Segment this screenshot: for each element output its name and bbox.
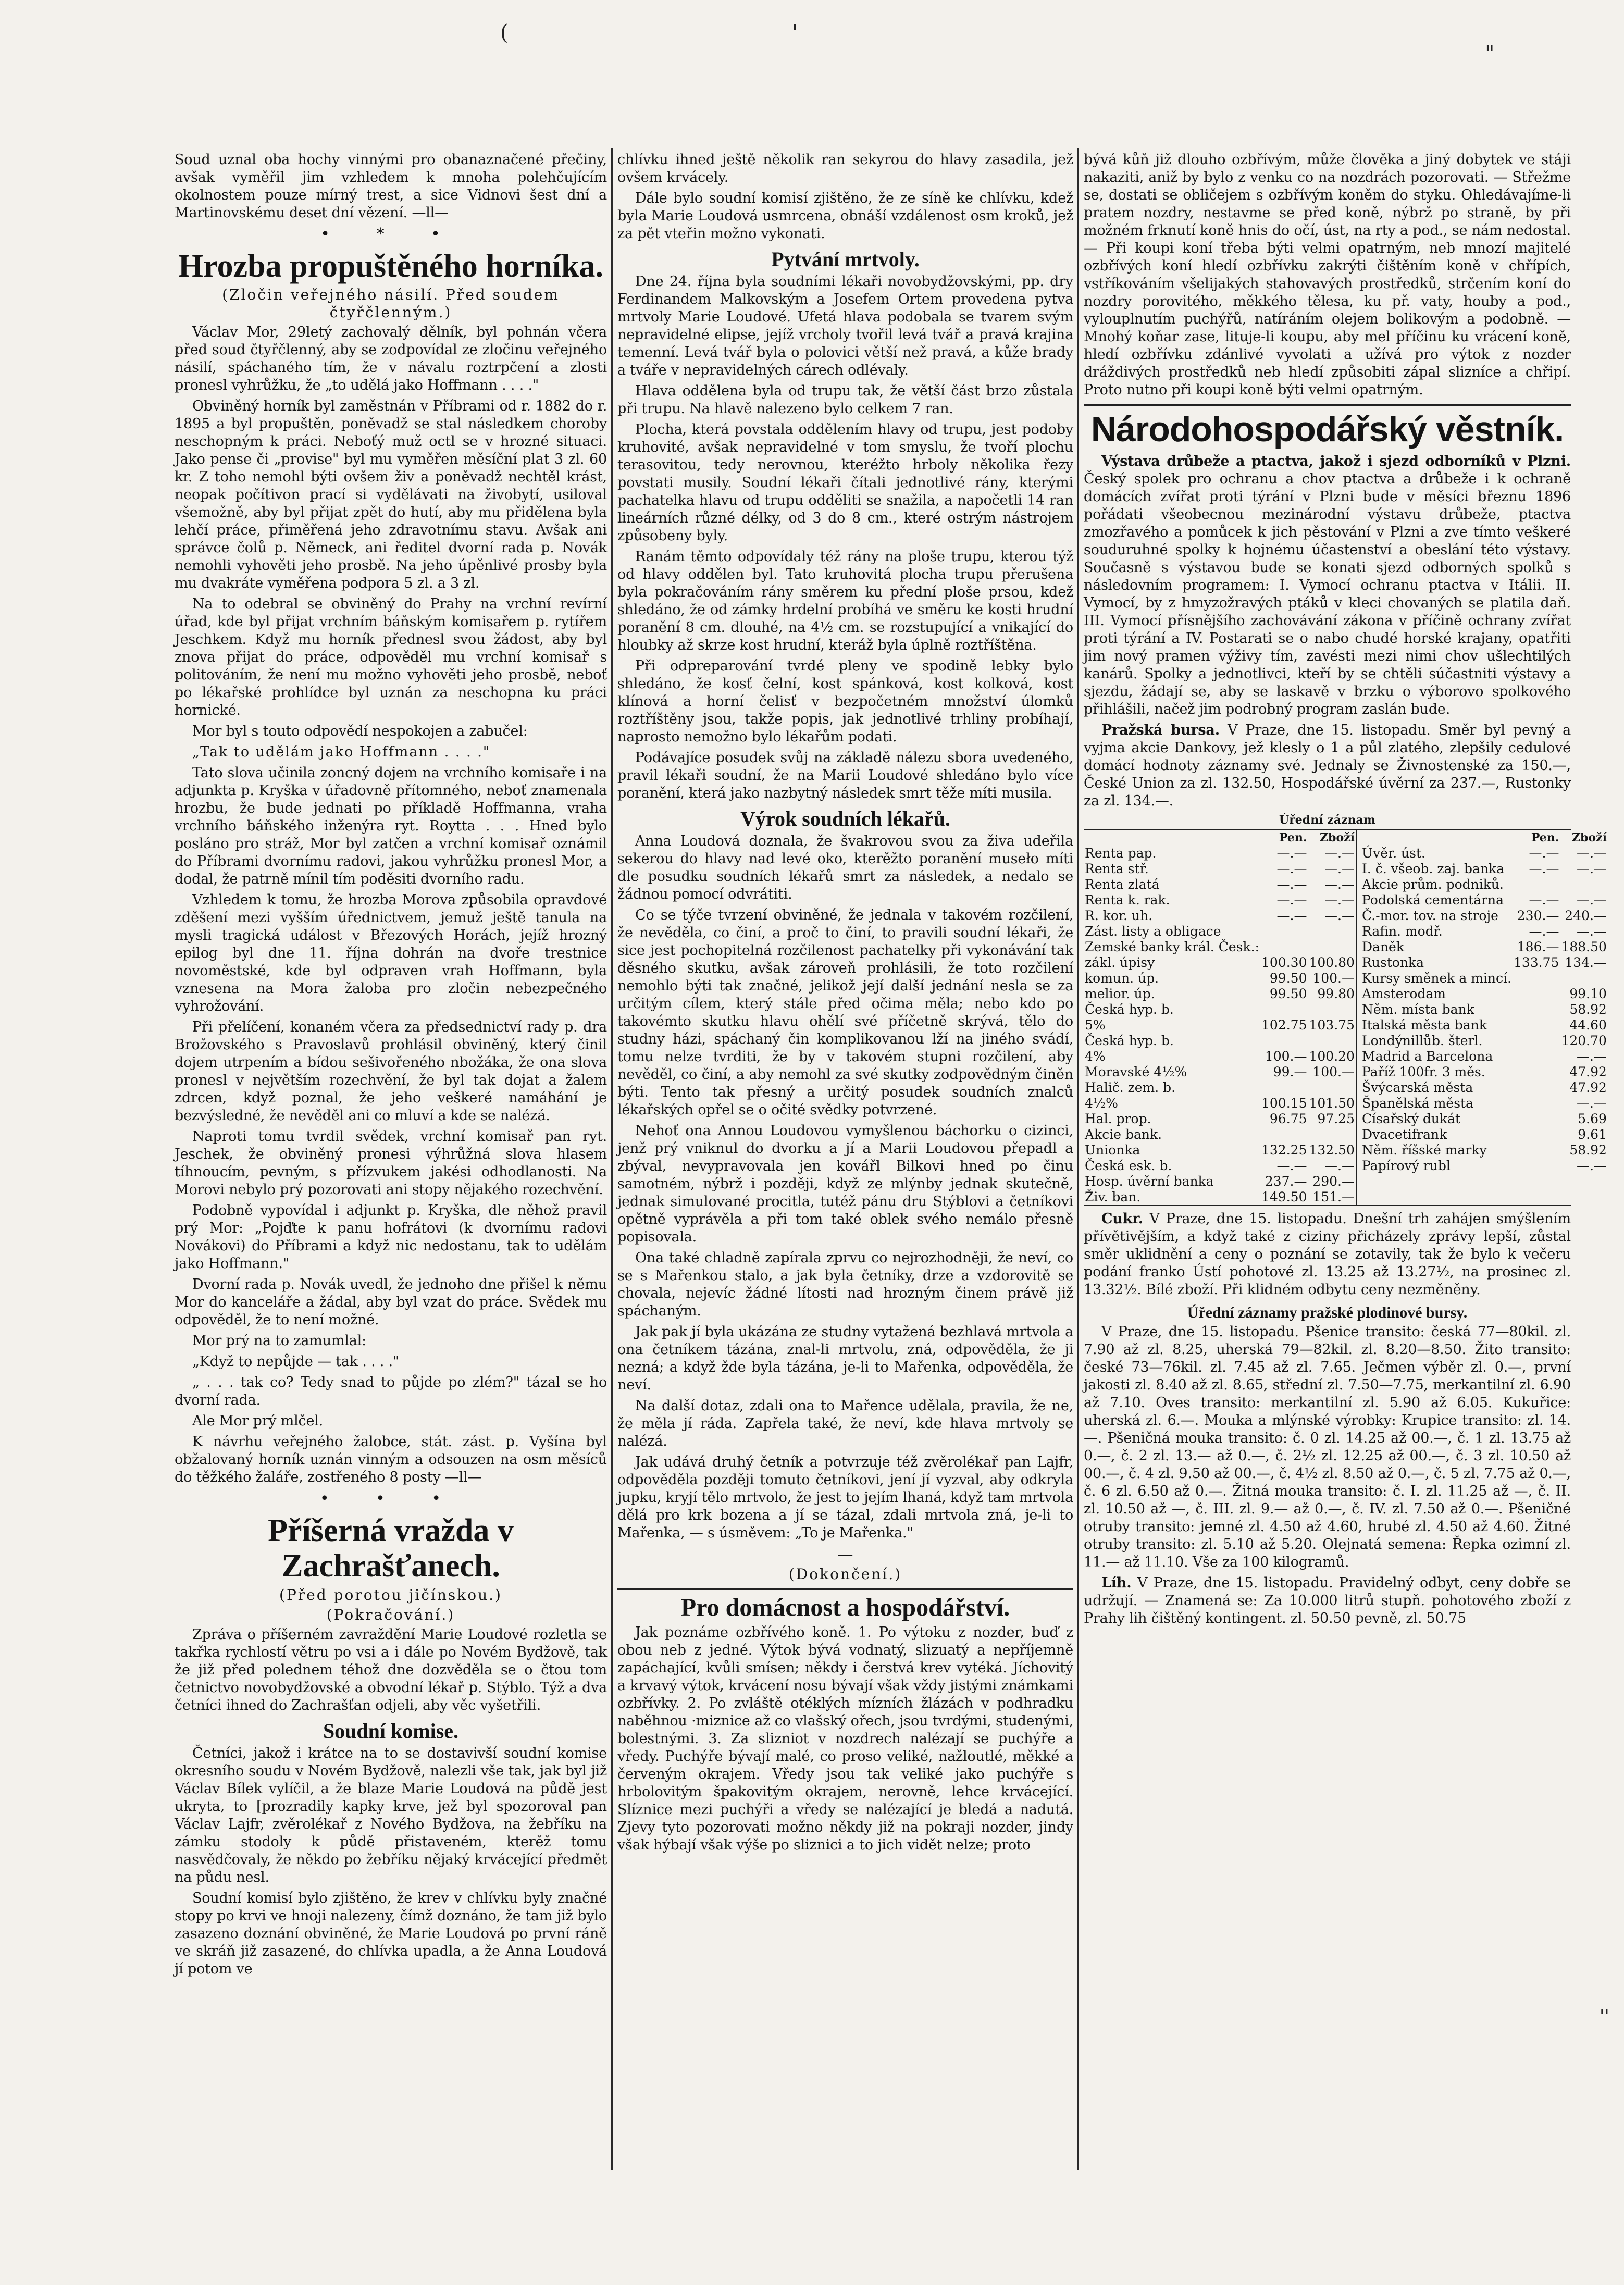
- cell-zbozi: [1308, 1033, 1355, 1049]
- section-heading-pytvani: Pytvání mrtvoly.: [771, 247, 920, 271]
- paragraph: Václav Mor, 29letý zachovalý dělník, byl pohnán včera před soud čtyřčlenný, aby se zodpovídal ze zločinu veřejného násilí, spáchaného tím, že v návalu roztrpčení a zlosti pronesl vyhrůžku, že „to udělá jako Hoffmann . . . .": [175, 324, 607, 394]
- section-heading-domacnost: Pro domácnost a hospodářství.: [617, 1588, 1073, 1622]
- row-label: Rustonka: [1361, 955, 1424, 970]
- lead-cukr: Cukr.: [1101, 1211, 1143, 1227]
- table-row: [1361, 846, 1608, 861]
- cell-zbozi: 5.69: [1578, 1111, 1607, 1126]
- section-heading-vyrok: Výrok soudních lékařů.: [740, 807, 950, 830]
- table-row: [1084, 1127, 1356, 1142]
- lead-bursa: Pražská bursa.: [1101, 722, 1220, 738]
- row-label: komun. úp.: [1085, 971, 1159, 986]
- paragraph: Mor byl s touto odpovědí nespokojen a zabučel:: [192, 723, 528, 740]
- table-row: [1361, 955, 1608, 971]
- article-subtitle-vrazda: (Před porotou jičínskou.): [279, 1586, 502, 1604]
- table-row: [1084, 1064, 1356, 1080]
- table-row: [1361, 971, 1608, 986]
- table-row: [1084, 1002, 1356, 1017]
- paragraph: Obviněný horník byl zaměstnán v Příbrami od r. 1882 do r. 1895 a byl propuštěn, poněvadž se stal následkem choroby neschopným k práci. Neboťý muž octl se v hrozné situaci. Jako pense či „provise" byl mu vyměřen měsíční plat 3 zl. 60 kr. Z toho nemohl býti ovšem živ a poněvadž nechtěl krást, neopak počítivon prací si vydělávati na živobytí, usiloval všemožně, aby byl přijat zpět do hutí, aby mu přidělena byla lehčí práce, přiměřená jeho zdravotnímu stavu. Avšak ani správce čolů p. Německ, ani ředitel dvorní rada p. Novák nemohli vyhověti jeho prosbě. Na jeho úpěnlivé prosby byla mu dvakráte vyměřena podpora 5 zl. a 3 zl.: [175, 398, 607, 592]
- row-label: melior. úp.: [1085, 986, 1155, 1001]
- header-pen: Pen.: [1531, 831, 1559, 845]
- paragraph: Četníci, jakož i krátce na to se dostavivší soudní komise okresního soudu v Novém Bydžově, nalezli vše tak, jak byl již Václav Bílek vylíčil, a že blaze Marie Loudová na půdě jest ukryta, to [prozradily kapky krve, jež byl spozoroval pan Václav Lajfr, zvěrolékař z Nového Bydžova, na žebříku na zámku stodoly k půdě přistaveném, kterěž tomu nasvědčovaly, že někdo po žebříku nějaký krvácející předmět na půdu nesl.: [175, 1745, 607, 1885]
- row-label: Halič. zem. b.: [1085, 1080, 1176, 1095]
- table-row: [1084, 1096, 1356, 1111]
- cell-zbozi: 47.92: [1569, 1080, 1607, 1095]
- paragraph: Co se týče tvrzení obviněné, že jednala v takovém rozčilení, že nevěděla, co činí, a proč to činí, to pravili soudní lékaři, že sice jest pochopitelná rozčilenost pachatelky při vykonávání tak děsného skutku, avšak zároveň prohlásili, že toto rozčilení nemohlo býti tak značné, jelikož její další jednání nesla se za určitým cílem, který stále před očima měla; nebo kdo po takovémto skutku hlavu ohělí své příčetně skrývá, tělo do studny házi, spáchaný čin komplikovanou lží na jiného svádí, tomu nelze tvrditi, že by v takovém stupni rozčilení, aby nevěděl, co činí, a aby nemohl za své skutky zodpovědným činěn býti. Tento tak přesný a určitý posudek soudních znalců lékařských opřel se o očité svědky potvrzené.: [617, 907, 1073, 1118]
- cell-pen: 149.50: [1261, 1189, 1307, 1204]
- row-label: Hal. prop.: [1085, 1111, 1151, 1126]
- text-lih: V Praze, dne 15. listopadu. Pravidelný odbyt, ceny dobře se udržují. — Znamená se: Za 10.000 litrů stupň. pohotového zboží z Prahy lih čištěný kontingent. zl. 50.50 pevně, zl. 50.75: [1084, 1575, 1571, 1626]
- article-body-hrozba: [175, 324, 607, 1486]
- cell-pen: 100.15: [1261, 1096, 1307, 1111]
- row-label: Unionka: [1085, 1142, 1140, 1158]
- table-row: [1361, 1142, 1608, 1158]
- cell-pen: [1513, 1080, 1560, 1096]
- row-label: Renta k. rak.: [1085, 892, 1170, 908]
- intro-paragraph: Soud uznal oba hochy vinnými pro obanaznačené přečiny, avšak vyměřil jim vzhledem k mnoha polehčujícím okolnostem pouze mírný trest, a sice Vidnovi šest dní a Martinovskému deset dní vězení. —ll—: [175, 152, 607, 221]
- exchange-table-title: Úřední záznam: [1279, 813, 1375, 827]
- paragraph-vystava: [1084, 453, 1571, 718]
- cell-pen: —.—: [1276, 1158, 1307, 1173]
- table-row: [1361, 877, 1608, 892]
- table-row: [1361, 1127, 1608, 1142]
- margin-mark-left: (: [500, 21, 509, 45]
- cell-zbozi: 47.92: [1569, 1064, 1607, 1079]
- cell-zbozi: 100.—: [1312, 971, 1355, 986]
- column-3: [1084, 151, 1607, 2146]
- cell-pen: 100.—: [1265, 1049, 1307, 1064]
- article-title-vrazda: Příšerná vražda v Zachrašťanech.: [268, 1513, 514, 1584]
- table-row: [1084, 877, 1356, 892]
- paragraph: Tato slova učinila zoncný dojem na vrchního komisaře i na adjunkta p. Kryška v úřadovně přítomného, neboť znamenala hrozbu, že bude jednati po příkladě Hoffmanna, vraha vrchního báňského inženýra ryt. Roytta . . . Hned bylo posláno pro stráž, Mor byl zatčen a vrchní komisař oznámil do Příbrami dvornímu radovi, jakou vyhrůžku pronesl Mor, a dodal, že patrně mínil tím poděsiti dvorního radu.: [175, 765, 607, 888]
- paragraph: „Když to nepůjde — tak . . . .": [192, 1353, 400, 1370]
- cell-zbozi: 120.70: [1561, 1033, 1607, 1048]
- table-row: [1361, 861, 1608, 877]
- paragraph: Ale Mor prý mlčel.: [192, 1413, 324, 1430]
- table-row: [1084, 861, 1356, 877]
- paragraph: Hlava oddělena byla od trupu tak, že větší část brzo zůstala při trupu. Na hlavě nalezeno bylo celkem 7 ran.: [617, 383, 1073, 417]
- cell-zbozi: 100.20: [1309, 1049, 1355, 1064]
- cell-pen: —.—: [1529, 924, 1559, 939]
- table-row: [1361, 1064, 1608, 1080]
- cell-pen: [1513, 877, 1560, 892]
- cell-pen: [1513, 1096, 1560, 1111]
- cell-pen: [1513, 1111, 1560, 1127]
- cell-pen: —.—: [1529, 892, 1559, 908]
- cell-zbozi: —.—: [1324, 892, 1355, 908]
- paragraph: Mor prý na to zamumlal:: [192, 1333, 366, 1349]
- table-row: [1084, 1049, 1356, 1064]
- cell-zbozi: —.—: [1324, 861, 1355, 876]
- exchange-table-left: [1084, 830, 1357, 1205]
- cell-zbozi: 240.—: [1565, 908, 1607, 923]
- paragraph: Na to odebral se obviněný do Prahy na vrchní revírní úřad, kde byl přijat vrchním báňským komisařem p. rytířem Jeschkem. Když mu horník přednesl svou žádost, aby byl znova přijat do práce, odpověděl mu vrchní komisař s politováním, že není mu možno vyhověti jeho prosbě, neboť po lékařské prohlídce byl uznán za neschopna ku práci hornické.: [175, 596, 607, 719]
- cell-pen: 99.50: [1269, 986, 1307, 1001]
- row-label: Moravské 4½%: [1085, 1064, 1187, 1079]
- column-rule-1: [611, 148, 613, 2170]
- cell-pen: [1260, 1033, 1308, 1049]
- cell-pen: [1260, 939, 1308, 955]
- row-label: Paříž 100fr. 3 měs.: [1361, 1064, 1485, 1079]
- table-row: [1361, 1111, 1608, 1127]
- cell-pen: 230.—: [1517, 908, 1559, 923]
- table-row: [1084, 971, 1356, 986]
- cell-pen: 99.—: [1273, 1064, 1307, 1079]
- cell-zbozi: —.—: [1576, 861, 1607, 876]
- row-label: Č.-mor. tov. na stroje: [1361, 908, 1498, 923]
- cell-zbozi: 44.60: [1569, 1017, 1607, 1033]
- separator: —: [837, 1545, 853, 1563]
- cell-zbozi: 188.50: [1561, 939, 1607, 954]
- paragraph-cukr: [1084, 1210, 1571, 1299]
- paragraph: Podobně vypovídal i adjunkt p. Kryška, dle něhož pravil prý Mor: „Pojďte k panu hofrátovi (k dvornímu radovi Novákovi) do Příbrami a když nic nedostanu, tak to udělám jako Hoffmann.": [175, 1202, 607, 1272]
- row-label: Londýnillůb. šterl.: [1361, 1033, 1483, 1048]
- cell-pen: [1513, 1017, 1560, 1033]
- cell-pen: [1513, 1033, 1560, 1049]
- cell-zbozi: 132.50: [1309, 1142, 1355, 1158]
- paragraph: Při přelíčení, konaném včera za předsednictví rady p. dra Brožovského s Pravoslavů prohlásil obviněný, který činil dojem utrpením a bídou sešivořeného nbožáka, že ona slova pronesl v největším rozechvění, že byl tak dojat a žalem zdrcen, když poznal, že jeho veškeré namáhání je bezvýsledné, že nevěděl ani co mluví a kde se nalézá.: [175, 1019, 607, 1124]
- lead-vystava: Výstava drůbeže a ptactva, jakož i sjezd odborníků v Plzni.: [1101, 453, 1571, 469]
- cell-pen: 237.—: [1265, 1174, 1307, 1189]
- header-zbozi: Zboží: [1571, 831, 1607, 845]
- row-label: Dvacetifrank: [1361, 1127, 1447, 1142]
- row-label: Renta pap.: [1085, 846, 1157, 861]
- cell-pen: —.—: [1276, 908, 1307, 923]
- row-label: Renta stř.: [1085, 861, 1149, 876]
- cell-zbozi: 103.75: [1309, 1017, 1355, 1033]
- cell-zbozi: [1308, 924, 1355, 939]
- row-label: R. kor. uh.: [1085, 908, 1153, 923]
- cell-zbozi: 100.80: [1309, 955, 1355, 970]
- cell-pen: 102.75: [1261, 1017, 1307, 1033]
- table-row: [1084, 1033, 1356, 1049]
- paragraph: Jak pak jí byla ukázána ze studny vytažená bezhlavá mrtvola a ona četníkem tázána, znal-li mrtvolu, zná, odpověděla, že ji nezná; a když žde byla tázána, je-li to Mařenka, odpověděla, že neví.: [617, 1324, 1073, 1393]
- table-row: [1084, 1017, 1356, 1033]
- rubric-title: Národohospodářský věstník.: [1084, 404, 1571, 450]
- cell-zbozi: —.—: [1576, 1049, 1607, 1064]
- cell-pen: 99.50: [1269, 971, 1307, 986]
- cell-pen: [1260, 1080, 1308, 1096]
- header-zbozi: Zboží: [1320, 831, 1355, 845]
- cell-pen: 132.25: [1261, 1142, 1307, 1158]
- table-row: [1361, 1158, 1608, 1174]
- exchange-table-right: [1361, 830, 1608, 1205]
- cell-pen: [1260, 1002, 1308, 1017]
- table-row: [1084, 892, 1356, 908]
- cell-zbozi: —.—: [1324, 1158, 1355, 1173]
- cell-zbozi: 290.—: [1312, 1174, 1355, 1189]
- cell-zbozi: 134.—: [1565, 955, 1607, 970]
- cell-zbozi: [1308, 1002, 1355, 1017]
- paragraph: Zpráva o příšerném zavraždění Marie Loudové rozletla se takřka rychlostí větru po vsi a i dále po Novém Bydžově, tak že již před polednem téhož dne dozvěděla se o čtou tom četnictvo novobydžovské a obvodní lékař p. Stýblo. Týž a dva četníci ihned do Zachrašťan odjeli, aby věc vyšetřili.: [175, 1626, 607, 1713]
- row-label: Podolská cementárna: [1361, 892, 1504, 908]
- row-label: Zemské banky král. Česk.:: [1085, 939, 1259, 954]
- paragraph: Jak poznáme ozbřívého koně. 1. Po výtoku z nozder, buď z obou neb z jedné. Výtok bývá vodnatý, slizuatý a nepříjemně zapáchající, kvůli smísen; někdy i čerstvá krev vytéká. Jíchovitý a krvavý výtok, krvácení nosu bývají však vždy jistými známkami ozbřívky. 2. Po zvláště otéklých mízních žlázách v podhradku naběhnou ·miznice až co vlašský ořech, jsou tvrdými, studenými, bolestnými. 3. Za slizniot v nozdrech nalézají se puchýře a vředy. Puchýře bývají malé, co proso veliké, nažloutlé, měkké a červeným okrajem. Vředy jsou tak veliké jako puchýře s hrbolovitým špakovitým okrajem, nerovně, lehce krvácející. Slíznice mezi puchýři a vředy se nalézající je bledá a nadutá. Zjevy tyto pozorovati možno někdy již na pokraji nozder, jindy však hýbají však výše po sliznici a to jich vidět nelze; proto: [617, 1624, 1073, 1853]
- paragraph-plodiny: V Praze, dne 15. listopadu. Pšenice transito: česká 77—80kil. zl. 7.90 až zl. 8.25, uherská 79—82kil. zl. 8.20—8.50. Žito transito: české 73—76kil. zl. 7.45 až zl. 7.65. Ječmen výběr zl. 0.—, první jakosti zl. 8.40 až zl. 8.65, střední zl. 7.50—7.75, merkantilní zl. 6.90 až 7.10. Oves transito: merkantilní zl. 5.90 až 6.05. Kukuřice: uherská zl. 6.—. Mouka a mlýnské výrobky: Krupice transito: zl. 14.—. Pšeničná mouka transito: č. 0 zl. 14.25 až 00.—, č. 1 zl. 13.75 až 0.—, č. 2 zl. 13.— až 0.—, č. 2½ zl. 12.25 až 00.—, č. 3 zl. 10.50 až 00.—, č. 4 zl. 9.50 až 00.—, č. 4½ zl. 8.50 až 0.—, č. 5 zl. 7.75 až 0.—, č. 6 zl. 6.50 až 0.—. Žitná mouka transito: č. I. zl. 11.25 až —, č. II. zl. 10.50 až —, č. III. zl. 9.— až 0.—, č. IV. zl. 7.50 až 0.—. Pšeničné otruby transito: jemné zl. 4.50 až 4.60, hrubé zl. 4.50 až 4.60. Žitné otruby transito: zl. 5.10 až 5.20. Olejnatá semena: Řepka ozimní zl. 11.— až 11.10. Vše za 100 kilogramů.: [1084, 1324, 1571, 1570]
- row-label: Úvěr. úst.: [1361, 846, 1425, 861]
- cell-zbozi: [1308, 1080, 1355, 1096]
- column-1: [175, 151, 607, 2141]
- table-row: [1361, 1080, 1608, 1096]
- cell-zbozi: 99.10: [1569, 986, 1607, 1001]
- cell-pen: 133.75: [1513, 955, 1559, 970]
- text-cukr: V Praze, dne 15. listopadu. Dnešní trh zahájen smýšlením přívětivějším, a když také z ciziny přicházely zprávy lepší, zůstal směr uklidnění a ceny o poznání se zotavily, tak že bylo k večeru podání franko Ústí pohotové zl. 13.25 až 13.27½, na prosinec zl. 13.32½. Bílé zboží. Při klidném odbytu ceny nezměněny.: [1084, 1211, 1571, 1298]
- paragraph: „Tak to udělám jako Hoffmann . . . .": [192, 744, 491, 761]
- cell-pen: [1513, 971, 1560, 986]
- cell-zbozi: —.—: [1576, 924, 1607, 939]
- cell-pen: —.—: [1276, 877, 1307, 892]
- cell-zbozi: —.—: [1576, 846, 1607, 861]
- table-row: [1084, 924, 1356, 939]
- table-row: [1084, 1158, 1356, 1174]
- table-row: [1361, 1096, 1608, 1111]
- row-label: Akcie prům. podniků.: [1361, 877, 1504, 892]
- cell-pen: 96.75: [1269, 1111, 1307, 1126]
- table-row: [1084, 1189, 1356, 1205]
- paragraph: Jak udává druhý četník a potvrzuje též zvěrolékař pan Lajfr, odpověděla později tomuto četníkovi, jení jí vyzval, aby odkryla jupku, kryjí tělo mrtvolo, že jest to jejím lhaná, když tam mrtvola dělá pro krk bozena a jí se tázal, zdali mrtvola zná, je-li to Mařenka, — s úsměvem: „To je Mařenka.": [617, 1454, 1073, 1541]
- cell-pen: [1513, 1064, 1560, 1080]
- row-label: Švýcarská města: [1361, 1080, 1473, 1095]
- row-label: I. č. všeob. zaj. banka: [1361, 861, 1505, 876]
- cell-zbozi: [1560, 877, 1607, 892]
- paragraph: Dále bylo soudní komisí zjištěno, že ze síně ke chlívku, kdež byla Marie Loudová usmrcena, obnáší vzdálenost osm kroků, jež za pět vteřin možno vykonati.: [617, 190, 1073, 242]
- lead-lih: Líh.: [1101, 1575, 1132, 1591]
- paragraph: Vzhledem k tomu, že hrozba Morova způsobila opravdové zděšení mezi vyšším úřednictvem, jemuž ještě tanula na mysli tragická událost v Březových Horách, jejíž hrozný epilog byl dne 11. října dohrán na dvoře trestnice novoměstské, kde byl odpraven vrah Hoffmann, byla vznesena na Mora žaloba pro zločin nebezpečného vyhrožování.: [175, 892, 607, 1015]
- cell-pen: [1513, 1158, 1560, 1174]
- table-row: [1361, 939, 1608, 955]
- paragraph: bývá kůň již dlouho ozbřívým, může člověka a jiný dobytek ve stáji nakaziti, aniž by bylo z venku co na nozdrách pozorovati. — Střežme se, dostati se obličejem s ozbřívým koněm do styku. Ohledávajíme-li pratem nozdry, nestavme se před koně, nýbrž po straně, by při možném frknutí koně hnis do očí, úst, na rty a pod., se nám nedostal. — Při koupi koní třeba býti velmi opatrným, neb mnozí majitelé ozbřívých koní hledí ozbřívku zakrýti čištěním koně v chřípích, vstříkováním všelijakých stahovavých prostředků, strčením koní do nozdry porovitého, měkkého tělesa, ku př. vaty, houby a pod., vylouplnutím puchýřů, natíráním olejem bolikovým a podobně. — Mnohý koňar zase, lituje-li koupu, aby mel příčinu ku vrácení koně, hledí ozbřívku zdánlivé vyvolati a užívá pro výtok z nozder dráždivých prostředků neb hledí způsobiti zápal slizníce a chřipí. Proto nutno při koupi koně býti velmi opatrným.: [1084, 152, 1571, 398]
- section-divider: • * •: [320, 225, 461, 243]
- table-row: [1084, 908, 1356, 924]
- cell-zbozi: [1308, 939, 1355, 955]
- cell-zbozi: —.—: [1324, 877, 1355, 892]
- section-divider: • • •: [319, 1489, 462, 1508]
- table-row: [1084, 1142, 1356, 1158]
- section-heading-soudni-komise: Soudní komise.: [323, 1719, 459, 1743]
- row-label: Amsterodam: [1361, 986, 1446, 1001]
- paragraph: Na další dotaz, zdali ona to Mařence udělala, pravila, že ne, že měla jí ráda. Zapřela také, že neví, kde hlava mrtvoly se nalézá.: [617, 1398, 1073, 1449]
- text-bursa: V Praze, dne 15. listopadu. Směr byl pevný a vyjma akcie Dankovy, jež klesly o 1 a půl zlatého, zlepšily cedulové domácí hodnoty záznamy své. Jednaly se Živnostenské za 150.—, České Union za zl. 132.50, Hospodářské úvěrní za 237.—, Rustonky za zl. 134.—.: [1084, 722, 1571, 809]
- continued-note: (Dokončení.): [788, 1566, 902, 1583]
- table-row: [1084, 1111, 1356, 1127]
- cell-pen: [1513, 986, 1560, 1002]
- table-row: [1084, 955, 1356, 971]
- table-row: [1361, 892, 1608, 908]
- paragraph: chlívku ihned ještě několik ran sekyrou do hlavy zasadila, jež ovšem krvácely.: [617, 152, 1073, 185]
- row-label: Zást. listy a obligace: [1085, 924, 1221, 939]
- cell-pen: [1513, 1127, 1560, 1142]
- margin-mark-right: ": [1485, 42, 1495, 66]
- paragraph-lih: [1084, 1574, 1571, 1628]
- margin-mark-side: '': [1600, 2006, 1609, 2027]
- cell-pen: [1513, 1049, 1560, 1064]
- row-label: Italská města bank: [1361, 1017, 1487, 1033]
- cell-zbozi: 58.92: [1569, 1002, 1607, 1017]
- cell-zbozi: —.—: [1324, 846, 1355, 861]
- cell-pen: [1260, 1127, 1308, 1142]
- text-vystava: Český spolek pro ochranu a chov ptactva a drůbeže i k ochraně domácích zvířat proti týrání v Plzni bude v měsíci březnu 1896 pořádati všeobecnou mezinárodní výstavu drůbeže, ptactva zmozřavého a pomůcek k jich pěstování v Plzni a zve tímto veškeré souduruhné spolky k hojnému účastenství a obeslání této výstavy. Současně s výstavou bude se konati sjezd odborných spolků s následovním programem: I. Vymocí ochranu ptactva v Itálii. II. Vymocí, by z hmyzožravých ptáků v kleci chovaných se platila daň. III. Vymocí přísnějšího zachovávání zákona v příčině ochrany zvířat proti týrání a IV. Postarati se o nabo chudé horské krajany, opatřiti jim nový pramen výživy tím, zavésti mezi nimi chov ušlechtilých kanárů. Spolky a jednotlivci, kteří by se chtěli súčastniti výstavy a sjezdu, žádají se, aby se laskavě v brzku o výborovo spolkového přihlášili, načež jim podrobný program zaslán bude.: [1084, 471, 1571, 717]
- cell-pen: [1513, 1002, 1560, 1017]
- cell-pen: —.—: [1276, 846, 1307, 861]
- paragraph: Dvorní rada p. Novák uvedl, že jednoho dne přišel k němu Mor do kanceláře a žádal, aby byl vzat do práce. Svědek mu odpověděl, že to není možné.: [175, 1276, 607, 1328]
- cell-pen: 186.—: [1517, 939, 1559, 954]
- row-label: zákl. úpisy: [1085, 955, 1155, 970]
- section-heading-plodinova-bursa: Úřední záznamy pražské plodinové bursy.: [1187, 1304, 1468, 1321]
- row-label: Něm. říšské marky: [1361, 1142, 1487, 1158]
- row-label: 4%: [1085, 1049, 1106, 1064]
- paragraph: „ . . . tak co? Tedy snad to půjde po zlém?" tázal se ho dvorní rada.: [175, 1374, 607, 1409]
- row-label: Císařský dukát: [1361, 1111, 1461, 1126]
- cell-pen: —.—: [1276, 892, 1307, 908]
- paragraph: Soudní komisí bylo zjištěno, že krev v chlívku byly značné stopy po krvi ve hnoji nalezeny, čímž doznáno, že tam již bylo zasazeno doznání obviněné, že Marie Loudová po první ráně ve skráň již zasazené, do chlívka upadla, a že Anna Loudová jí potom ve: [175, 1890, 607, 1977]
- cell-zbozi: 151.—: [1312, 1189, 1355, 1204]
- table-row: [1361, 908, 1608, 924]
- table-row: [1361, 1049, 1608, 1064]
- cell-zbozi: —.—: [1576, 1158, 1607, 1173]
- table-row: [1084, 986, 1356, 1002]
- cell-pen: —.—: [1529, 861, 1559, 876]
- row-label: Česká hyp. b.: [1085, 1002, 1174, 1017]
- row-label: Daněk: [1361, 939, 1404, 954]
- cell-pen: —.—: [1529, 846, 1559, 861]
- cell-zbozi: 99.80: [1317, 986, 1355, 1001]
- row-label: Akcie bank.: [1085, 1127, 1162, 1142]
- paragraph: Plocha, která povstala oddělením hlavy od trupu, jest podoby kruhovité, avšak nepravidelné v tom smyslu, že tvoří plochu terasovitou, tedy nerovnou, kteréžto hrboly několika řezy povstati musily. Soudní lékaři čítali jednotlivé rány, kterými pachatelka hlavu od trupu odděliti se snažila, a napočetli 14 ran lineárních různé délky, od 3 do 8 cm., které ostrým nástrojem způsobeny byly.: [617, 421, 1073, 544]
- cell-pen: —.—: [1276, 861, 1307, 876]
- article-title-hrozba: Hrozba propuštěného horníka.: [178, 249, 603, 284]
- paragraph: Naproti tomu tvrdil svědek, vrchní komisař pan ryt. Jeschek, že obviněný pronesi výhrůžná slova hlasem tíhnoucím, pevným, s přízvukem jakési odhodlanosti. Na Morovi nebylo prý pozorovati ani stopy nějakého rozechvění.: [175, 1128, 607, 1198]
- paragraph: Ona také chladně zapírala zprvu co nejrozhodněji, že neví, co se s Mařenkou stalo, a jak byla četníky, drze a vzdorovitě se chovala, nejevíc žádné lítosti nad hrozným činem právě již spáchaným.: [617, 1250, 1073, 1319]
- paragraph: K návrhu veřejného žalobce, stát. zást. p. Vyšína byl obžalovaný horník uznán vinným a odsouzen na osm měsíců do těžkého žaláře, zostřeného 8 posty —ll—: [175, 1434, 607, 1486]
- row-label: 4½%: [1085, 1096, 1118, 1111]
- cell-zbozi: 58.92: [1569, 1142, 1607, 1158]
- row-label: Papírový rubl: [1361, 1158, 1451, 1173]
- cell-pen: [1513, 1142, 1560, 1158]
- table-row: [1361, 986, 1608, 1002]
- row-label: Hosp. úvěrní banka: [1085, 1174, 1214, 1189]
- column-2: [617, 151, 1073, 2162]
- table-row: [1361, 1017, 1608, 1033]
- row-label: Rafin. modř.: [1361, 924, 1443, 939]
- row-label: Česká esk. b.: [1085, 1158, 1172, 1173]
- exchange-table: [1084, 829, 1607, 1206]
- cell-zbozi: [1308, 1127, 1355, 1142]
- row-label: 5%: [1085, 1017, 1106, 1033]
- header-pen: Pen.: [1279, 831, 1307, 845]
- table-row: [1084, 939, 1356, 955]
- article-subtitle-hrozba: (Zločin veřejného násilí. Před soudem čtyřčlenným.): [222, 286, 560, 321]
- margin-mark-mid: ': [792, 21, 798, 45]
- cell-zbozi: —.—: [1324, 908, 1355, 923]
- cell-zbozi: 101.50: [1309, 1096, 1355, 1111]
- cell-zbozi: 9.61: [1578, 1127, 1607, 1142]
- table-row: [1361, 924, 1608, 939]
- column-rule-2: [1077, 148, 1079, 2170]
- row-label: Česká hyp. b.: [1085, 1033, 1174, 1048]
- row-label: Něm. místa bank: [1361, 1002, 1474, 1017]
- table-row: [1084, 846, 1356, 861]
- cell-zbozi: 100.—: [1312, 1064, 1355, 1079]
- paragraph: Anna Loudová doznala, že švakrovou svou za živa udeřila sekerou do hlavy nad levé oko, kterěžto poranění museło míti dle posudku soudních lékařů smrt za následek, a nedalo se žádnou pomocí odvrátiti.: [617, 833, 1073, 902]
- paragraph: Dne 24. října byla soudními lékaři novobydžovskými, pp. dry Ferdinandem Malkovským a Josefem Ortem provedena pytva mrtvoly Marie Loudové. Ufetá hlava podobala se tvarem svým nepravidelné elipse, jejíž vrcholy tvořil levá tvář a pravá krajina temenní. Levá tvář byla o polovici větší než pravá, a kůže brady a tváře v nepravidelných cárech odlévaly.: [617, 274, 1073, 378]
- cell-pen: 100.30: [1261, 955, 1307, 970]
- row-label: Španělská města: [1361, 1096, 1474, 1111]
- paragraph: Podávajíce posudek svůj na základě nálezu sbora uvedeného, pravil lékaři soudní, že na Marii Loudové shledáno bylo více poranění, která jako nazbytný následek smrt těže míti musila.: [617, 750, 1073, 801]
- paragraph: Při odpreparování tvrdé pleny ve spodině lebky bylo shledáno, že kosť čelní, kost spánková, kost kolková, kost klínová a horní čelisť v bezpočetném množství úlomků roztříštěny jsou, takže popis, jak jednotlivé trhliny probíhají, naprosto nemožno bylo lékařům podati.: [617, 658, 1073, 745]
- article-continuation-note: (Pokračování.): [326, 1606, 455, 1623]
- paragraph-bursa: [1084, 722, 1571, 810]
- table-row: [1361, 1033, 1608, 1049]
- row-label: Renta zlatá: [1085, 877, 1160, 892]
- table-row: [1084, 1080, 1356, 1096]
- row-label: Madrid a Barcelona: [1361, 1049, 1493, 1064]
- row-label: Kursy směnek a mincí.: [1361, 971, 1511, 986]
- cell-pen: [1260, 924, 1308, 939]
- row-label: Živ. ban.: [1085, 1189, 1141, 1204]
- table-row: [1361, 1002, 1608, 1017]
- cell-zbozi: —.—: [1576, 892, 1607, 908]
- paragraph: Nehoť ona Annou Loudovou vymyšlenou báchorku o cizinci, jenž prý vniknul do dvorku a jí a Marii Loudovou přepadl a zbýval, nevypravovala jen kovářl Bilkovi hned po činu samotném, nýbrž i později, když ze mlýnby jednak skutečně, jednak simulované procitla, tutéž pánu dru Stýblovi a četníkovi opětně vyprávěla a při tom také oblek svého nemálo přesně popisovala.: [617, 1123, 1073, 1245]
- cell-zbozi: 97.25: [1317, 1111, 1355, 1126]
- cell-zbozi: [1560, 971, 1607, 986]
- paragraph: Ranám těmto odpovídaly též rány na ploše trupu, kterou týž od hlavy oddělen byl. Tato kruhovitá plocha trupu přerušena byla pokračováním rány směrem ku přední ploše prsou, kdež shledáno, že od zámky hrdelní probíhá ve směru ke kosti hrudní poranění 8 cm. dlouhé, na 4½ cm. se rozstupující a vnikající do hloubky až skrze kost hrudní, kteráž byla úplně roztříštěna.: [617, 549, 1073, 653]
- cell-zbozi: —.—: [1576, 1096, 1607, 1111]
- table-row: [1084, 1174, 1356, 1189]
